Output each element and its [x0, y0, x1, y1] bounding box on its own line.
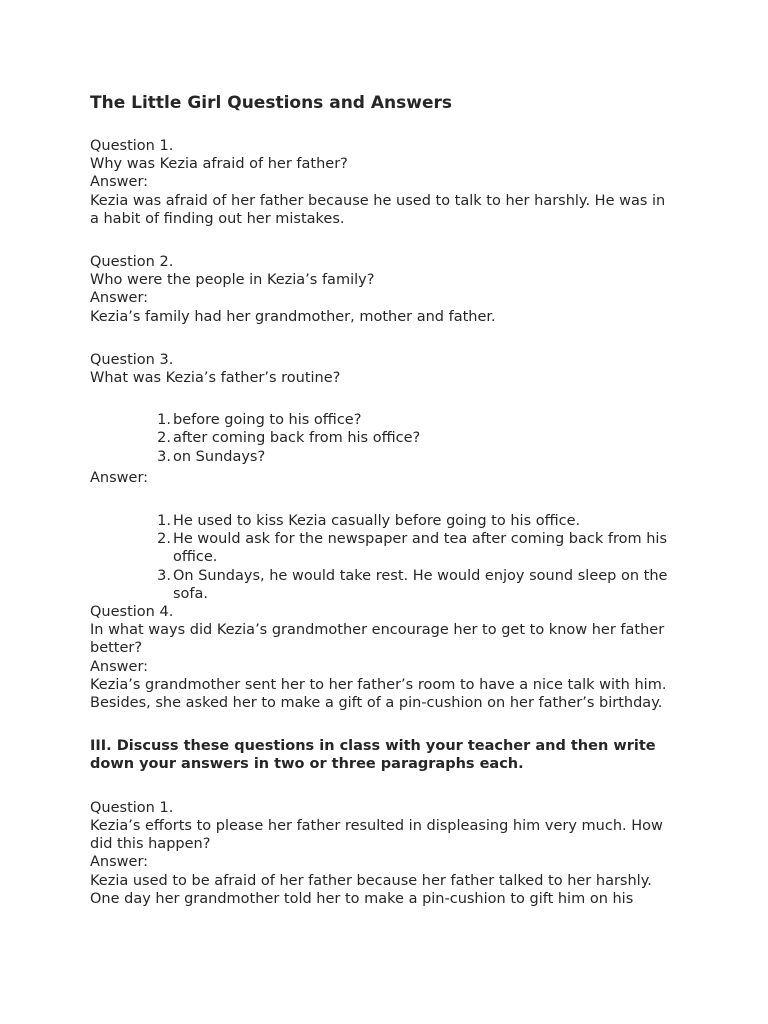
- answer-1-text: Kezia was afraid of her father because he used to talk to her harshly. He was in a habit of finding out her mistakes.: [90, 192, 666, 227]
- section-3-answer-1-label: Answer:: [90, 854, 149, 871]
- list-item: [157, 429, 678, 447]
- section-3-answer-1-text: Kezia used to be afraid of her father because her father talked to her harshly. One day her grandmother told her to make a pin-cushion to gift him on his: [90, 872, 652, 907]
- list-item-number: 1.: [157, 513, 171, 530]
- list-item-number: 1.: [157, 412, 171, 429]
- list-item-text: after coming back from his office?: [173, 430, 421, 447]
- question-1-text: Why was Kezia afraid of her father?: [90, 156, 348, 173]
- question-4-text: In what ways did Kezia’s grandmother encourage her to get to know her father better?: [90, 622, 665, 657]
- list-item-number: 3.: [157, 448, 171, 465]
- list-item: [157, 567, 678, 603]
- answer-3-list: [90, 512, 678, 603]
- section-3-question-1-label: Question 1.: [90, 799, 174, 816]
- list-item: [157, 448, 678, 466]
- section-3-heading: III. Discuss these questions in class with your teacher and then write down your answers in two or three paragraphs each.: [90, 738, 656, 773]
- list-item: [157, 512, 678, 530]
- question-2-label: Question 2.: [90, 254, 174, 271]
- list-item-number: 2.: [157, 430, 171, 447]
- list-item-number: 2.: [157, 531, 171, 548]
- question-1-block: [90, 137, 678, 228]
- list-item-text: He used to kiss Kezia casually before going to his office.: [173, 513, 581, 530]
- question-2-text: Who were the people in Kezia’s family?: [90, 272, 375, 289]
- question-3-block: [90, 351, 678, 603]
- section-3-question-1-block: [90, 799, 678, 908]
- list-item-text: On Sundays, he would take rest. He would enjoy sound sleep on the sofa.: [173, 567, 668, 602]
- section-3-question-1-text: Kezia’s efforts to please her father resulted in displeasing him very much. How did this happen?: [90, 817, 663, 853]
- answer-3-label: Answer:: [90, 469, 149, 486]
- answer-4-text: Kezia’s grandmother sent her to her father’s room to have a nice talk with him. Besides, she asked her to make a gift of a pin-cushion on her father’s birthday.: [90, 676, 667, 712]
- question-2-block: [90, 253, 678, 326]
- answer-2-text: Kezia’s family had her grandmother, mother and father.: [90, 308, 496, 325]
- page-title: The Little Girl Questions and Answers: [90, 93, 452, 113]
- list-item: [157, 411, 678, 429]
- answer-2-label: Answer:: [90, 290, 149, 307]
- list-item: [157, 530, 678, 566]
- list-item-number: 3.: [157, 567, 171, 584]
- list-item-text: He would ask for the newspaper and tea after coming back from his office.: [173, 531, 667, 566]
- question-4-label: Question 4.: [90, 604, 174, 621]
- question-3-sub-list: [90, 411, 678, 466]
- list-item-text: before going to his office?: [173, 412, 362, 429]
- question-3-label: Question 3.: [90, 351, 174, 368]
- question-4-block: [90, 603, 678, 712]
- answer-1-label: Answer:: [90, 174, 149, 191]
- question-1-label: Question 1.: [90, 138, 174, 154]
- question-3-text: What was Kezia’s father’s routine?: [90, 370, 341, 387]
- answer-4-label: Answer:: [90, 658, 149, 675]
- list-item-text: on Sundays?: [173, 448, 266, 465]
